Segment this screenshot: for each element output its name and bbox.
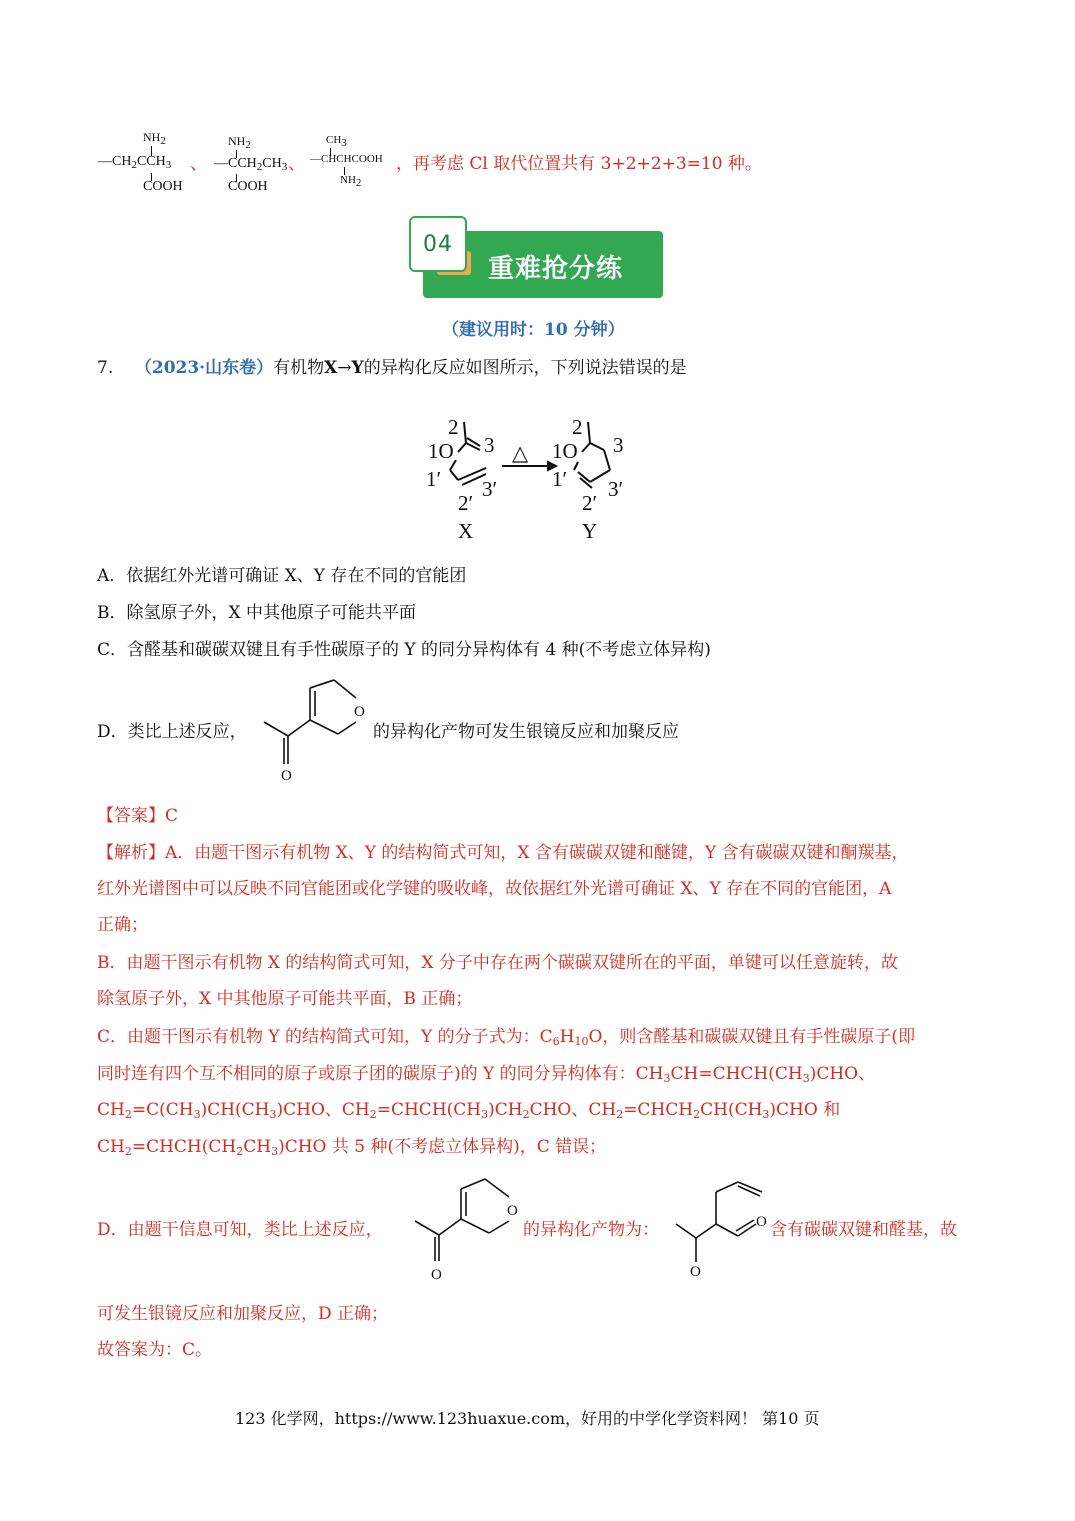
- analysis-d-line2: 可发生银镜反应和加聚反应，D 正确；: [97, 1304, 389, 1324]
- formula-text: )CHO、CH: [276, 1100, 370, 1120]
- time-hint: （建议用时：10 分钟）: [442, 320, 625, 340]
- formula-text: CHO、CH: [529, 1100, 617, 1120]
- formula-subscript: 2: [369, 1108, 377, 1121]
- option-b: B．除氢原子外，X 中其他原子可能共平面: [97, 603, 416, 623]
- formula-subscript: 2: [693, 1108, 701, 1121]
- formula-subscript: 2: [616, 1108, 624, 1121]
- pyran-ketone-structure-analysis: [405, 1175, 523, 1285]
- page-footer: 123 化学网，https://www.123huaxue.com，好用的中学化学资料网！ 第10 页: [235, 1409, 820, 1428]
- svg-text:3: 3: [613, 433, 624, 457]
- answer: 【答案】C: [97, 806, 179, 826]
- analysis-b-line1: B．由题干图示有机物 X 的结构简式可知，X 分子中存在两个碳碳双键所在的平面，单键可以任意旋转，故: [97, 953, 898, 973]
- formula-text: )CH(CH: [200, 1100, 270, 1120]
- amino-acid-structure-3: $CH_3$ —CHCHCOOH $NH_2$: [310, 134, 383, 189]
- separator: 、: [288, 154, 305, 174]
- option-a: A．依据红外光谱可确证 X、Y 存在不同的官能团: [97, 566, 467, 586]
- formula-subscript: 2: [124, 1145, 132, 1158]
- analysis-c-line1: C．由题干图示有机物 Y 的结构简式可知，Y 的分子式为：$C_6H_{10}O$，则含醛基和碳碳双键且有手性碳原子(即: [97, 1027, 916, 1048]
- analysis-a-line1: 【解析】A．由题干图示有机物 X、Y 的结构简式可知，X 含有碳碳双键和醚键，Y 含有碳碳双键和酮羰基，: [97, 843, 909, 863]
- isomerization-reaction-figure: [420, 410, 640, 545]
- summary-text: ，再考虑 Cl 取代位置共有 3+2+2+3=10 种。: [396, 154, 762, 174]
- option-d-suffix: 的异构化产物可发生银镜反应和加聚反应: [373, 722, 679, 742]
- svg-text:1′: 1′: [426, 467, 442, 491]
- pyran-ketone-structure: [258, 676, 373, 788]
- formula-text: =CHCH: [623, 1100, 694, 1120]
- question-stem: 7. （2023·山东卷）有机物X→Y的异构化反应如图所示，下列说法错误的是: [97, 358, 687, 378]
- svg-text:2: 2: [572, 415, 583, 439]
- formula-text: CH: [243, 1137, 272, 1157]
- formula-text: =C(CH: [131, 1100, 194, 1120]
- svg-text:2′: 2′: [458, 491, 474, 515]
- analysis-c-line4: [97, 1135, 606, 1164]
- analysis-d-line1-prefix: D．由题干信息可知，类比上述反应，: [97, 1220, 383, 1240]
- analysis-conclusion: 故答案为：C。: [97, 1340, 213, 1360]
- formula-subscript: 3: [271, 1145, 279, 1158]
- formula-text: CH: [97, 1137, 125, 1157]
- svg-text:3: 3: [484, 433, 495, 457]
- analysis-d-line1-middle: 的异构化产物为：: [523, 1220, 659, 1240]
- separator: 、: [190, 154, 207, 174]
- svg-text:△: △: [512, 441, 529, 465]
- svg-text:1O: 1O: [428, 439, 454, 463]
- analysis-c-line3: [97, 1098, 840, 1127]
- svg-text:O: O: [354, 704, 365, 720]
- formula-subscript: 3: [269, 1108, 277, 1121]
- svg-text:1O: 1O: [552, 439, 578, 463]
- formula-subscript: 3: [481, 1108, 489, 1121]
- svg-text:2′: 2′: [582, 491, 598, 515]
- svg-text:O: O: [690, 1264, 701, 1280]
- svg-text:O: O: [431, 1267, 442, 1283]
- formula-subscript: 2: [522, 1108, 530, 1121]
- analysis-b-line2: 除氢原子外，X 中其他原子可能共平面，B 正确；: [97, 989, 473, 1009]
- svg-text:3′: 3′: [482, 477, 498, 501]
- svg-text:3′: 3′: [608, 477, 624, 501]
- svg-text:O: O: [281, 768, 292, 784]
- option-d-prefix: D．类比上述反应，: [97, 722, 247, 742]
- svg-text:Y: Y: [582, 519, 598, 543]
- formula-text: =CHCH(CH: [376, 1100, 482, 1120]
- question-source: （2023·山东卷）: [134, 358, 274, 378]
- amino-acid-structure-2: $NH_2$ $—CCH_2CH_3$ COOH: [214, 134, 288, 194]
- amino-acid-structure-1: $NH_2$ $—CH_2CCH_3$ COOH: [98, 130, 183, 194]
- svg-text:O: O: [507, 1203, 518, 1219]
- analysis-d-line1-suffix: 含有碳碳双键和醛基，故: [770, 1220, 957, 1240]
- formula-text: )CHO 共 5 种(不考虑立体异构)，C 错误；: [278, 1137, 607, 1157]
- formula-text: )CH: [488, 1100, 523, 1120]
- formula-text: CH(CH: [700, 1100, 763, 1120]
- option-c: C．含醛基和碳碳双键且有手性碳原子的 Y 的同分异构体有 4 种(不考虑立体异构): [97, 640, 711, 660]
- badge-title: 重难抢分练: [488, 254, 624, 284]
- analysis-c-line2: 同时连有四个互不相同的原子或原子团的碳原子)的 Y 的同分异构体有：$CH_3CH=CHCH(CH_3)CHO$、: [97, 1064, 876, 1085]
- formula-text: CH: [97, 1100, 125, 1120]
- formula-subscript: 2: [236, 1145, 244, 1158]
- svg-text:X: X: [458, 519, 474, 543]
- formula-subscript: 2: [124, 1108, 132, 1121]
- formula-subscript: 3: [762, 1108, 770, 1121]
- formula-text: )CHO 和: [769, 1100, 841, 1120]
- svg-text:2: 2: [448, 415, 459, 439]
- analysis-a-line3: 正确；: [97, 915, 148, 935]
- svg-text:O: O: [756, 1214, 767, 1230]
- formula-text: =CHCH(CH: [131, 1137, 237, 1157]
- svg-text:1′: 1′: [552, 467, 568, 491]
- formula-subscript: 3: [193, 1108, 201, 1121]
- analysis-a-line2: 红外光谱图中可以反映不同官能团或化学键的吸收峰，故依据红外光谱可确证 X、Y 存在不同的官能团，A: [97, 879, 892, 899]
- aldehyde-product-structure: [672, 1178, 772, 1280]
- badge-number: 04: [409, 216, 467, 272]
